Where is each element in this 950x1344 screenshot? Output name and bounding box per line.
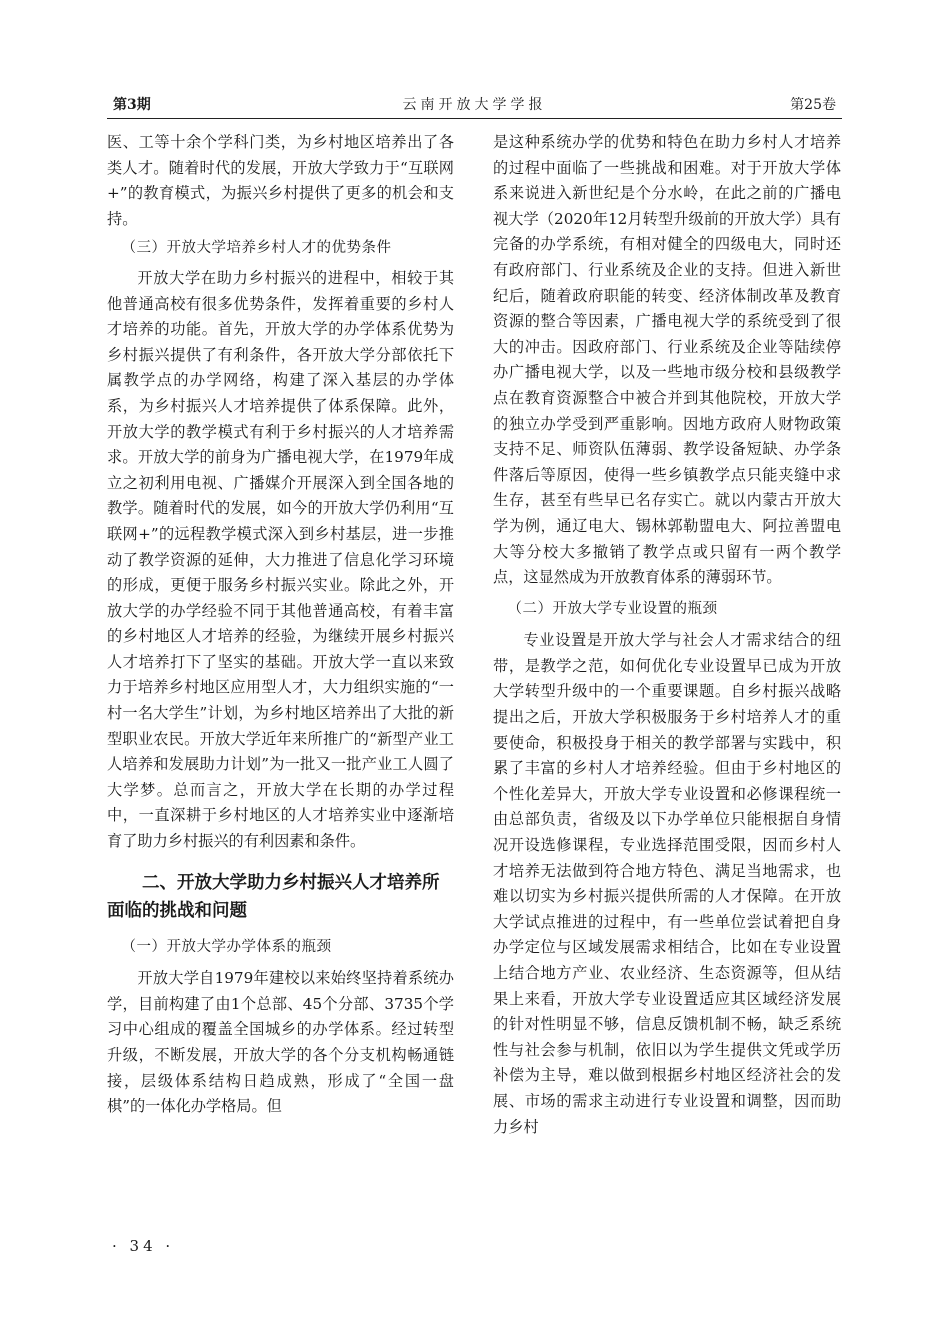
issue-label: 第3期 (113, 97, 151, 113)
section-heading-2: 二、开放大学助力乡村振兴人才培养所面临的挑战和问题 (107, 872, 440, 921)
volume-label: 第25卷 (790, 97, 836, 113)
paragraph-continued: 是这种系统办学的优势和特色在助力乡村人才培养的过程中面临了一些挑战和困难。对于开放大学体系来说进入新世纪是个分水岭，在此之前的广播电视大学（2020年12月转型升级前的开放大学）具有完备的办学系统，有相对健全的四级电大，同时还有政府部门、行业系统及企业的支持。但进入新世纪后，随着政府职能的转变、经济体制改革及教育资源的整合等因素，广播电视大学的系统受到了很大的冲击。因政府部门、行业系统及企业等陆续停办广播电视大学，以及一些地市级分校和县级教学点在教育资源整合中被合并到其他院校，开放大学的独立办学受到严重影响。因地方政府人财物政策支持不足、师资队伍薄弱、教学设备短缺、办学条件落后等原因，使得一些乡镇教学点只能夹缝中求生存，甚至有些早已名存实亡。就以内蒙古开放大学为例，通辽电大、锡林郭勒盟电大、阿拉善盟电大等分校大多撤销了教学点或只留有一两个教学点，这显然成为开放教育体系的薄弱环节。 (493, 133, 841, 587)
paragraph-continued: 医、工等十余个学科门类，为乡村地区培养出了各类人才。随着时代的发展，开放大学致力于“互联网+”的教育模式，为振兴乡村提供了更多的机会和支持。 (107, 133, 454, 228)
running-header (107, 92, 842, 116)
paragraph: 开放大学在助力乡村振兴的进程中，相较于其他普通高校有很多优势条件，发挥着重要的乡村人才培养的功能。首先，开放大学的办学体系优势为乡村振兴提供了有利条件，各开放大学分部依托下属教学点的办学网络，构建了深入基层的办学体系，为乡村振兴人才培养提供了体系保障。此外，开放大学的教学模式有利于乡村振兴的人才培养需求。开放大学的前身为广播电视大学，在1979年成立之初利用电视、广播媒介开展深入到全国各地的教学。随着时代的发展，如今的开放大学仍利用“互联网+”的远程教学模式深入到乡村基层，进一步推动了教学资源的延伸，大力推进了信息化学习环境的形成，更便于服务乡村振兴实业。除此之外，开放大学的办学经验不同于其他普通高校，有着丰富的乡村地区人才培养的经验，为继续开展乡村振兴人才培养打下了坚实的基础。开放大学一直以来致力于培养乡村地区应用型人才，大力组织实施的“一村一名大学生”计划，为乡村地区培养出了大批的新型职业农民。开放大学近年来所推广的“新型产业工人培养和发展助力计划”为一批又一批产业工人圆了大学梦。总而言之，开放大学在长期的办学过程中，一直深耕于乡村地区的人才培养实业中逐渐培育了助力乡村振兴的有利因素和条件。 (107, 268, 454, 851)
subsection-heading-3: （三）开放大学培养乡村人才的优势条件 (121, 240, 392, 257)
journal-title: 云南开放大学学报 (402, 97, 547, 113)
paragraph: 开放大学自1979年建校以来始终坚持着系统办学，目前构建了由1个总部、45个分部、3735个学习中心组成的覆盖全国城乡的办学体系。经过转型升级，不断发展，开放大学的各个分支机构畅通链接，层级体系结构日趋成熟，形成了“全国一盘棋”的一体化办学格局。但 (107, 969, 454, 1116)
right-column (493, 130, 841, 1140)
left-column (107, 130, 454, 1120)
subsection-heading-1: （一）开放大学办学体系的瓶颈 (121, 938, 332, 955)
header-rule (107, 118, 842, 119)
paragraph: 专业设置是开放大学与社会人才需求结合的纽带，是教学之范，如何优化专业设置早已成为开放大学转型升级中的一个重要课题。自乡村振兴战略提出之后，开放大学积极服务于乡村培养人才的重要使命，积极投身于相关的教学部署与实践中，积累了丰富的乡村人才培养经验。但由于乡村地区的个性化差异大，开放大学专业设置和必修课程统一由总部负责，省级及以下办学单位只能根据自身情况开设选修课程，专业选择范围受限，因而乡村人才培养无法做到符合地方特色、满足当地需求，也难以切实为乡村振兴提供所需的人才保障。在开放大学试点推进的过程中，有一些单位尝试着把自身办学定位与区域发展需求相结合，比如在专业设置上结合地方产业、农业经济、生态资源等，但从结果上来看，开放大学专业设置适应其区域经济发展的针对性明显不够，信息反馈机制不畅，缺乏系统性与社会参与机制，依旧以为学生提供文凭或学历补偿为主导，难以做到根据乡村地区经济社会的发展、市场的需求主动进行专业设置和调整，因而助力乡村 (493, 631, 841, 1136)
subsection-heading-2: （二）开放大学专业设置的瓶颈 (507, 600, 718, 617)
page-number: · 34 · (112, 1237, 175, 1255)
